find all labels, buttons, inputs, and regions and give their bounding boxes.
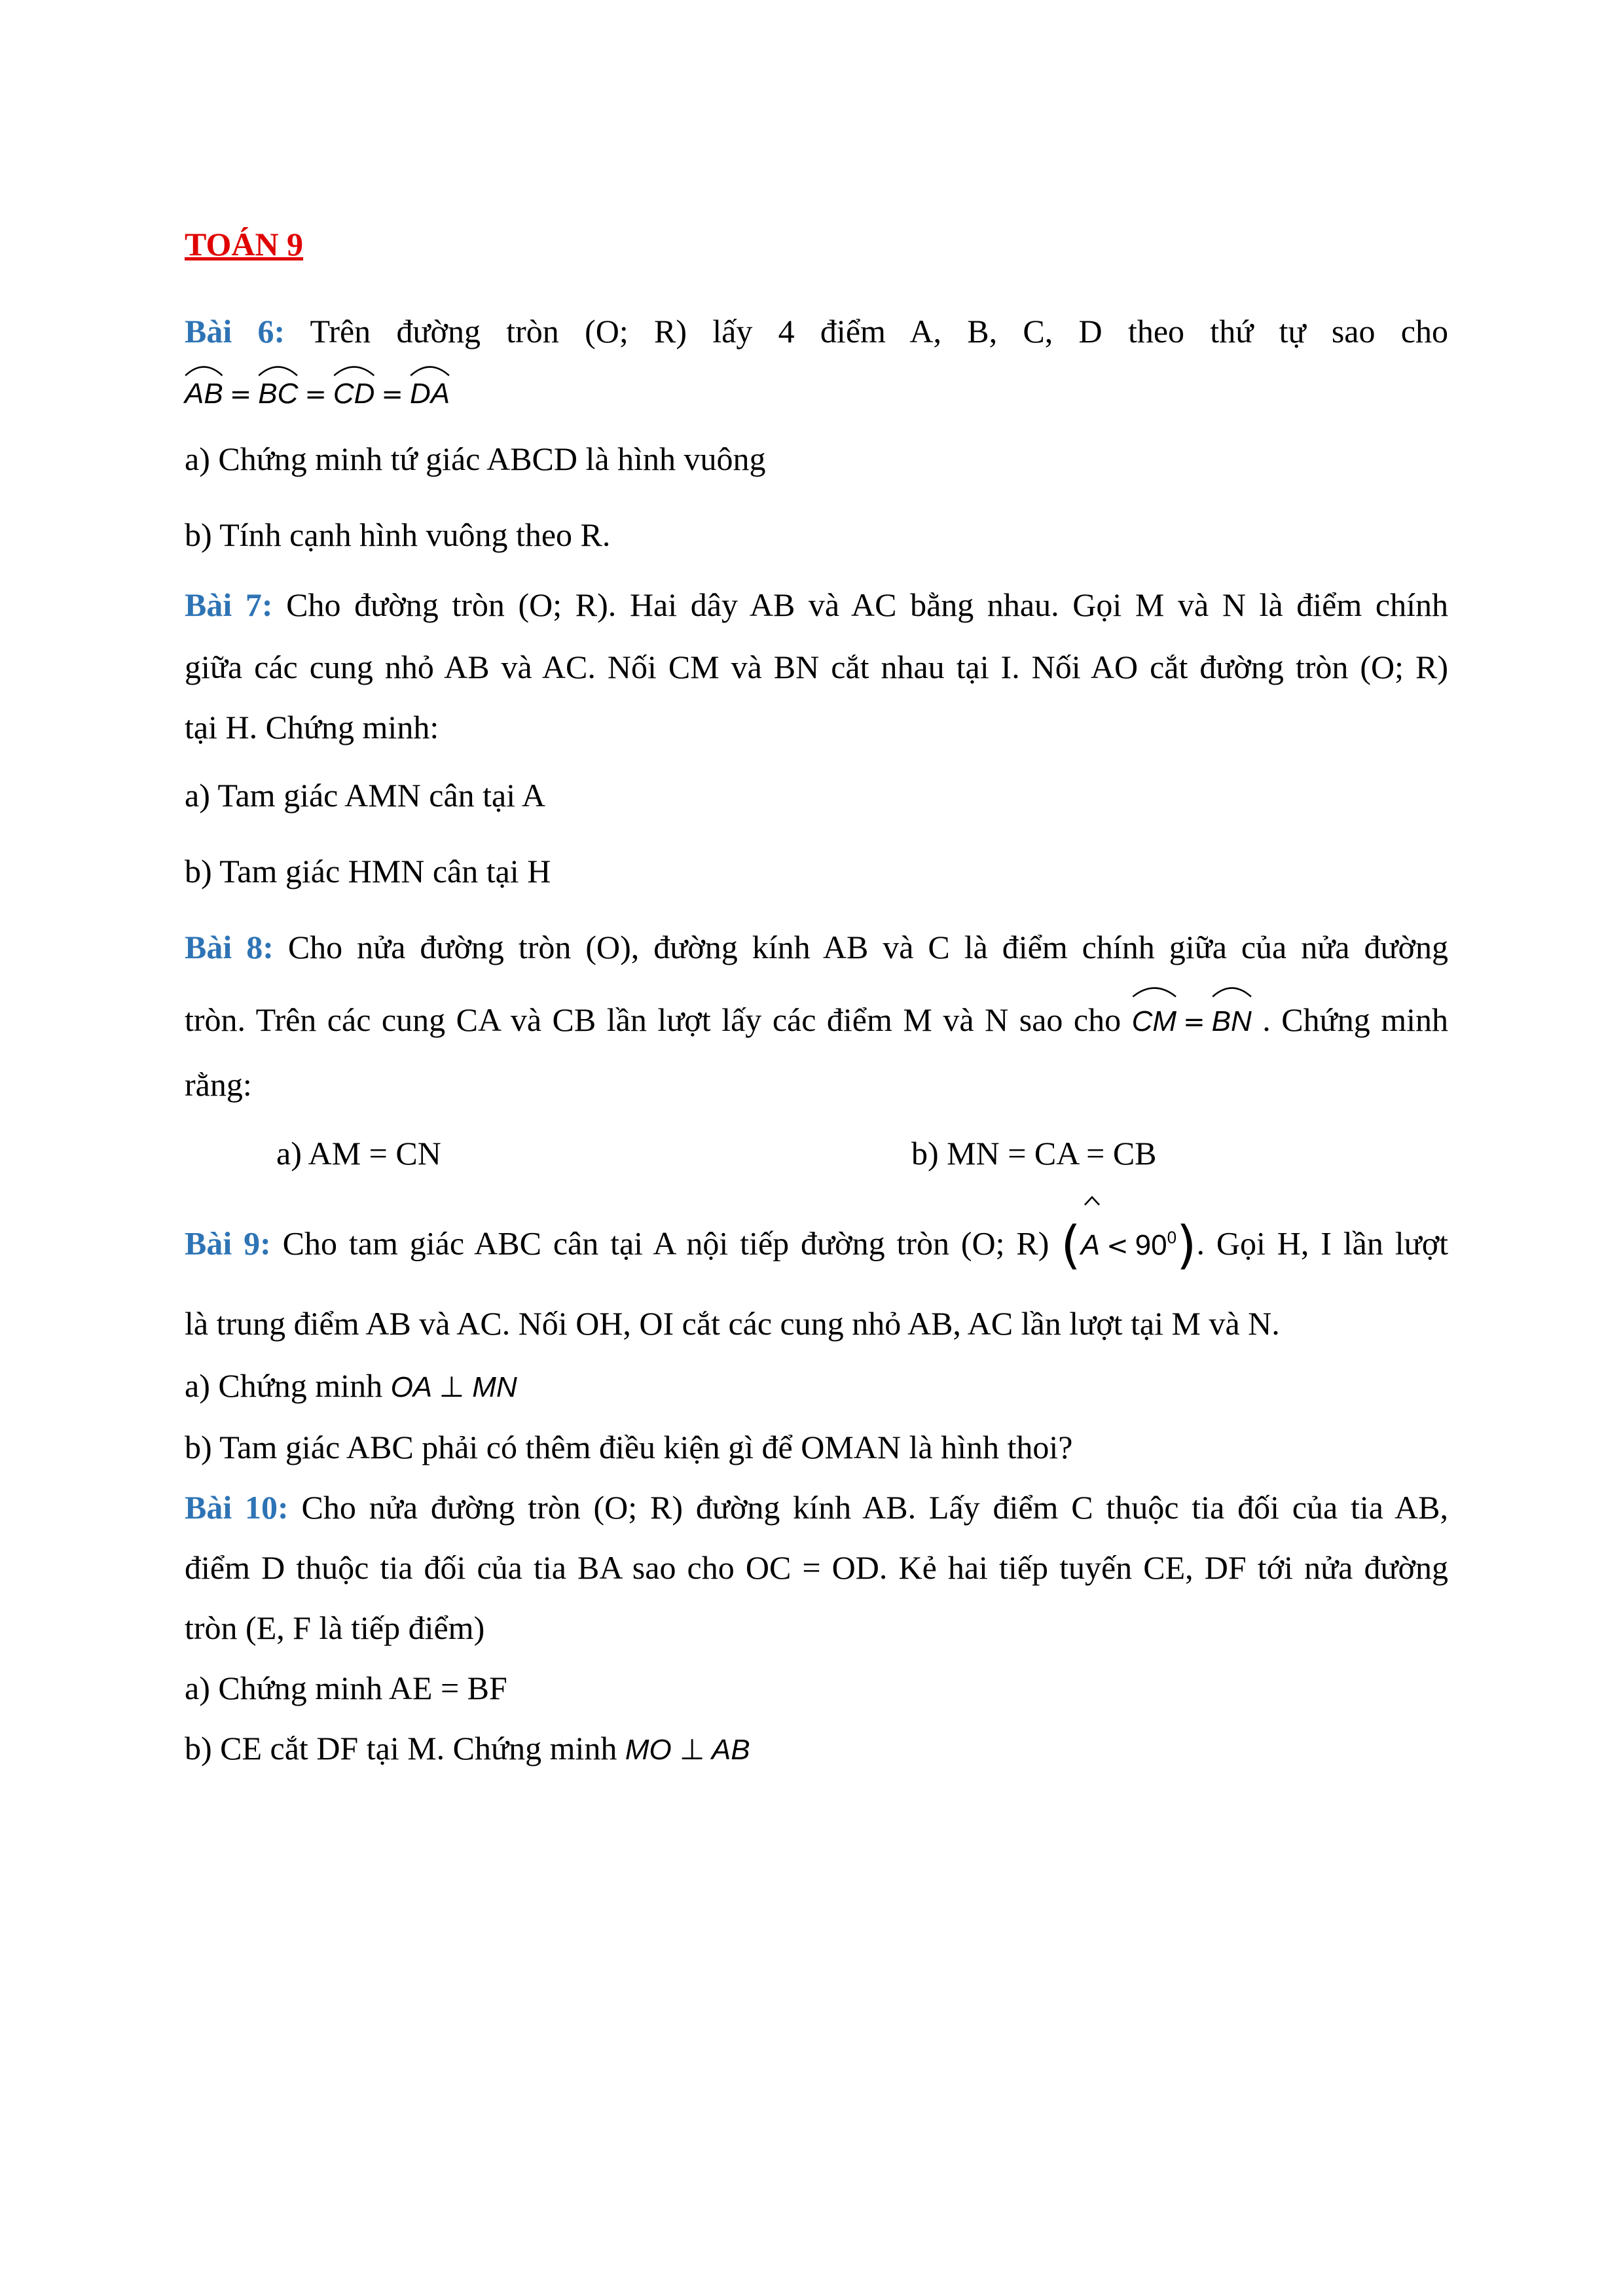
arc-bn: BN	[1212, 985, 1252, 1054]
arc-ab: AB	[185, 364, 223, 420]
exercise-7-text: Cho đường tròn (O; R). Hai dây AB và AC bằng nhau. Gọi M và N là điểm chính	[286, 586, 1448, 623]
exercise-6-text: Trên đường tròn (O; R) lấy 4 điểm A, B, C, D theo thứ tự sao cho	[310, 313, 1448, 350]
angle-a: A	[1081, 1201, 1100, 1290]
exercise-8-text: Cho nửa đường tròn (O), đường kính AB và C là điểm chính giữa của nửa đường	[287, 929, 1448, 965]
exercise-7-line-2: giữa các cung nhỏ AB và AC. Nối CM và BN cắt nhau tại I. Nối AO cắt đường tròn (O; R)	[185, 649, 1448, 685]
exercise-7	[185, 573, 1448, 909]
exercise-6-label: Bài 6:	[185, 313, 285, 350]
exercise-10-line-1	[185, 1477, 1448, 1537]
exercise-10-part-a: a) Chứng minh AE = BF	[185, 1669, 507, 1706]
exercise-6-part-a: a) Chứng minh tứ giác ABCD là hình vuông	[185, 440, 766, 477]
exercise-8-part-b: b) MN = CA = CB	[911, 1135, 1157, 1172]
exercise-8-part-a: a) AM = CN	[276, 1135, 441, 1172]
exercise-10	[185, 1477, 1448, 1780]
exercise-7-part-b: b) Tam giác HMN cân tại H	[185, 853, 551, 889]
exercise-8-parts	[276, 1114, 1448, 1193]
exercise-6	[185, 298, 1448, 573]
arc-cd: CD	[333, 364, 375, 420]
math-mo-perp-ab: MO ⊥ AB	[625, 1733, 750, 1766]
exercise-10-line-2: điểm D thuộc tia đối của tia BA sao cho OC = OD. Kẻ hai tiếp tuyến CE, DF tới nửa đường	[185, 1549, 1448, 1586]
equals-sign: =	[229, 380, 252, 410]
equals-sign: =	[381, 380, 403, 410]
exercise-10-line-3: tròn (E, F là tiếp điểm)	[185, 1609, 485, 1646]
exercise-6-line-1	[185, 298, 1448, 364]
exercise-7-part-a: a) Tam giác AMN cân tại A	[185, 777, 545, 814]
exercise-7-line-1	[185, 573, 1448, 637]
exercise-10-part-b: b) CE cắt DF tại M. Chứng minh MO ⊥ AB	[185, 1729, 750, 1767]
exercise-9-line-1: Bài 9: Cho tam giác ABC cân tại A nội tiếp đường tròn (O; R) ( $A < 90^0$). Gọi H, I lần lượt	[185, 1193, 1448, 1291]
math-oa-perp-mn: OA ⊥ MN	[390, 1371, 517, 1403]
arc-da: DA	[410, 364, 450, 420]
exercise-9-part-b: b) Tam giác ABC phải có thêm điều kiện gì để OMAN là hình thoi?	[185, 1428, 1073, 1465]
equals-sign: =	[1183, 1007, 1205, 1037]
exercise-8	[185, 909, 1448, 1193]
exercise-9	[185, 1193, 1448, 1477]
exercise-9-line-2: là trung điểm AB và AC. Nối OH, OI cắt các cung nhỏ AB, AC lần lượt tại M và N.	[185, 1304, 1280, 1342]
arc-bc: BC	[258, 364, 298, 420]
document-title: TOÁN 9	[185, 226, 304, 262]
angle-condition: ( $A < 90^0$)	[1061, 1225, 1196, 1262]
equals-sign: =	[304, 380, 327, 410]
exercise-8-line-2: tròn. Trên các cung CA và CB lần lượt lấy các điểm M và N sao cho CM = BN . Chứng minh	[185, 985, 1448, 1055]
document-content	[185, 215, 1448, 1780]
arc-cm: CM	[1132, 985, 1176, 1054]
exercise-10-text: Cho nửa đường tròn (O; R) đường kính AB. Lấy điểm C thuộc tia đối của tia AB,	[301, 1488, 1449, 1526]
exercise-6-arc-equation	[185, 364, 1448, 421]
exercise-8-line-3: rằng:	[185, 1066, 252, 1103]
exercise-10-label: Bài 10:	[185, 1488, 289, 1526]
exercise-9-part-a: a) Chứng minh OA ⊥ MN	[185, 1367, 517, 1404]
exercise-7-line-3: tại H. Chứng minh:	[185, 709, 439, 745]
exercise-9-label: Bài 9:	[185, 1225, 271, 1262]
exercise-8-line-1	[185, 909, 1448, 985]
exercise-6-part-b: b) Tính cạnh hình vuông theo R.	[185, 516, 611, 553]
exercise-8-label: Bài 8:	[185, 929, 274, 965]
exercise-7-label: Bài 7:	[185, 586, 273, 623]
